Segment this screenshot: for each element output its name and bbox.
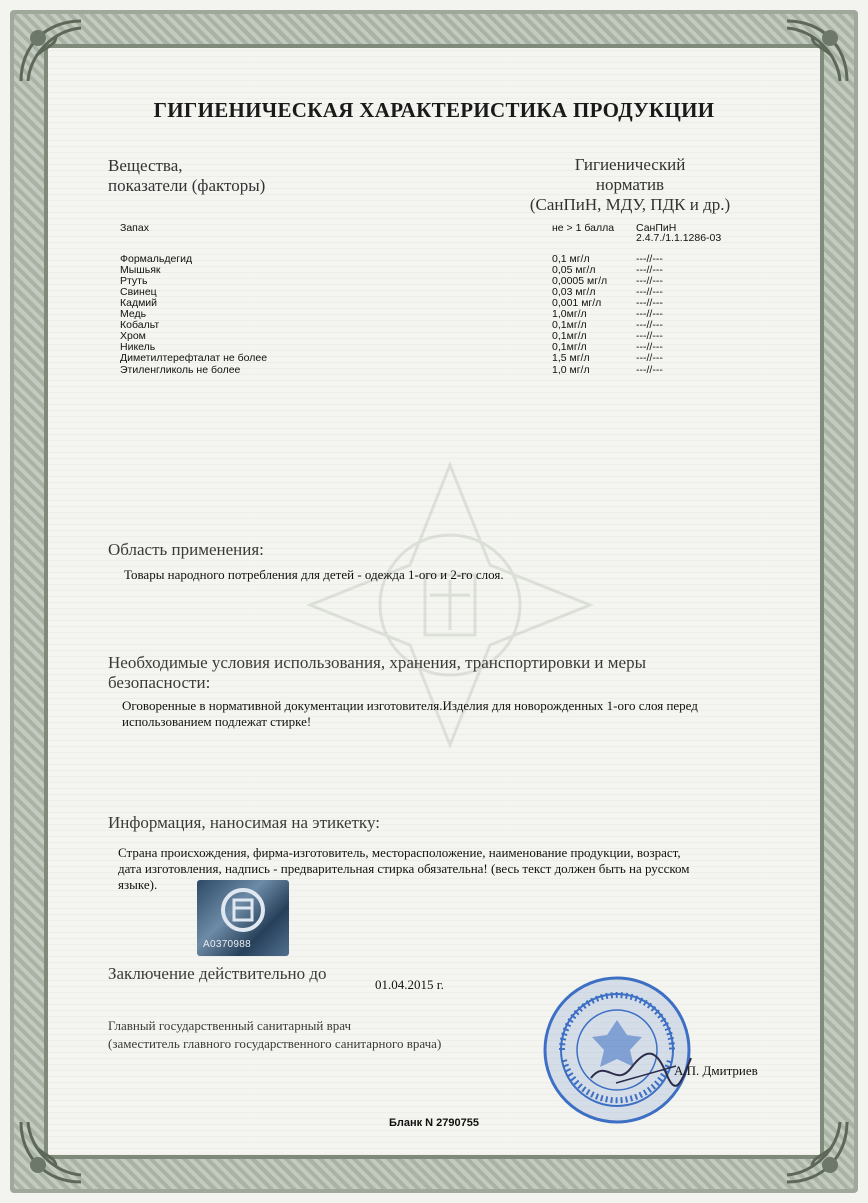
label-info-heading: Информация, наносимая на этикетку: [108, 813, 380, 832]
form-number: Бланк N 2790755 [388, 1117, 480, 1129]
signatory-title-line1: Главный государственный санитарный врач [108, 1018, 352, 1033]
header-right-line: Гигиенический [574, 155, 686, 174]
table-cell-value: 1,0мг/л [552, 308, 587, 320]
label-info-line1: Страна происхождения, фирма-изготовитель, месторасположение, наименование продукции, возраст, [118, 845, 681, 860]
validity-date: 01.04.2015 г. [375, 977, 444, 992]
table-cell-value: 1,0 мг/л [552, 364, 590, 376]
conditions-heading-line1: Необходимые условия использования, хранения, транспортировки и меры [108, 653, 646, 672]
table-cell-name: Свинец [120, 286, 157, 298]
validity-label: Заключение действительно до [108, 964, 327, 983]
conditions-text-line2: использованием подлежат стирке! [122, 714, 312, 729]
table-cell-value: 0,1мг/л [552, 341, 587, 353]
table-cell-norm: ---//--- [636, 319, 663, 331]
table-cell-name: Кобальт [120, 319, 160, 331]
table-cell-norm: СанПиН [636, 222, 677, 234]
table-cell-name: Этиленгликоль не более [120, 364, 241, 376]
header-right-line: норматив [595, 175, 665, 194]
signatory-name: А.П. Дмитриев [674, 1063, 758, 1078]
table-cell-norm: ---//--- [636, 308, 663, 320]
table-cell-name: Формальдегид [120, 253, 193, 265]
table-cell-name: Мышьяк [120, 264, 161, 276]
header-left-line: показатели (факторы) [108, 176, 266, 195]
table-cell-norm: ---//--- [636, 341, 663, 353]
table-cell-name: Медь [120, 308, 147, 320]
table-cell-value: 0,0005 мг/л [552, 275, 608, 287]
conditions-text-line1: Оговоренные в нормативной документации изготовителя.Изделия для новорожденных 1-ого слоя перед [122, 698, 698, 713]
column-header-norm [500, 155, 760, 215]
table-cell-norm: ---//--- [636, 352, 663, 364]
hologram-code: А0370988 [203, 939, 252, 950]
signatory-title-line2: (заместитель главного государственного санитарного врача) [108, 1036, 442, 1051]
ornament-corner-icon [782, 16, 852, 86]
table-cell-norm: ---//--- [636, 297, 663, 309]
table-cell-value: 0,1мг/л [552, 330, 587, 342]
page-title: ГИГИЕНИЧЕСКАЯ ХАРАКТЕРИСТИКА ПРОДУКЦИИ [153, 98, 715, 122]
scope-heading: Область применения: [108, 540, 264, 559]
table-cell-name: Запах [120, 222, 149, 234]
table-cell-norm: ---//--- [636, 264, 663, 276]
hologram-emblem-icon [219, 886, 267, 934]
table-cell-name: Хром [120, 330, 146, 342]
table-cell-norm: ---//--- [636, 275, 663, 287]
table-cell-norm: ---//--- [636, 330, 663, 342]
column-header-substances [108, 156, 265, 196]
table-cell-value: не > 1 балла [552, 222, 615, 234]
table-cell-name: Диметилтерефталат не более [120, 352, 268, 364]
table-cell-value: 1,5 мг/л [552, 352, 590, 364]
conditions-heading-line2: безопасности: [108, 673, 211, 692]
table-cell-name: Никель [120, 341, 156, 353]
header-left-line: Вещества, [108, 156, 183, 175]
table-cell-value: 0,1 мг/л [552, 253, 590, 265]
table-cell-norm: ---//--- [636, 253, 663, 265]
ornament-corner-icon [16, 16, 86, 86]
table-cell-value: 0,1мг/л [552, 319, 587, 331]
hologram-sticker [197, 880, 289, 956]
table-cell-norm: ---//--- [636, 364, 663, 376]
label-info-line2: дата изготовления, надпись - предварительная стирка обязательна! (весь текст должен быть на русском [118, 861, 690, 876]
table-cell-value: 0,001 мг/л [552, 297, 602, 309]
table-cell-norm: 2.4.7./1.1.1286-03 [636, 232, 722, 244]
scope-text: Товары народного потребления для детей - одежда 1-ого и 2-го слоя. [124, 567, 504, 582]
table-cell-name: Кадмий [120, 297, 158, 309]
table-cell-name: Ртуть [120, 275, 148, 287]
header-right-line: (СанПиН, МДУ, ПДК и др.) [529, 195, 731, 214]
table-cell-value: 0,03 мг/л [552, 286, 596, 298]
table-cell-value: 0,05 мг/л [552, 264, 596, 276]
table-cell-norm: ---//--- [636, 286, 663, 298]
label-info-line3: языке). [118, 877, 158, 892]
